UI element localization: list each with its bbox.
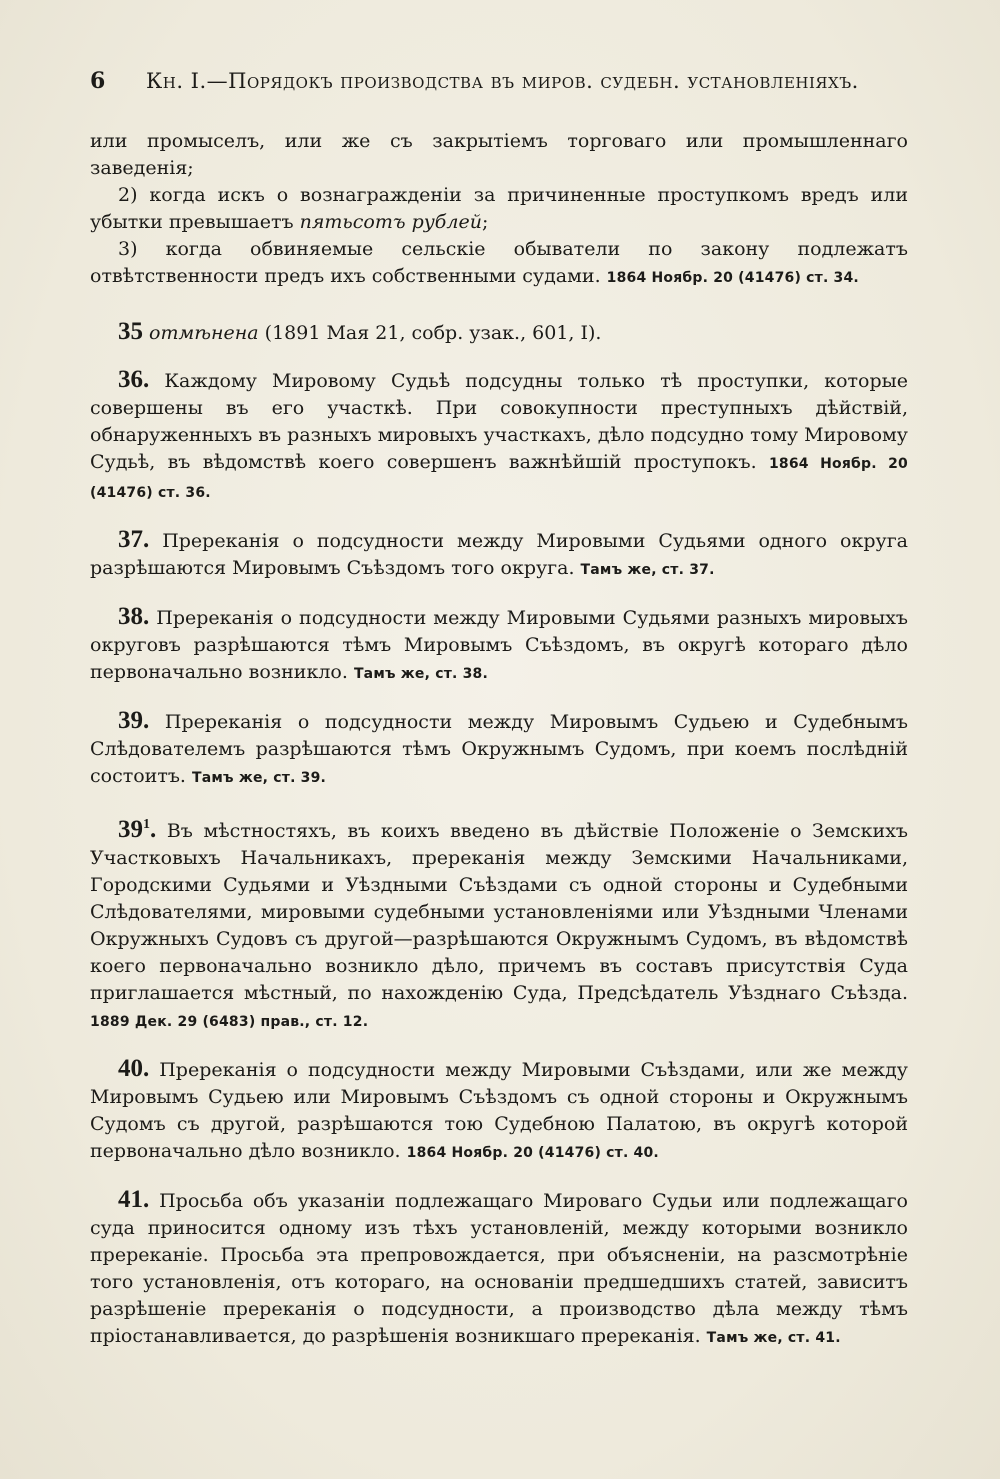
running-title: Кн. I.—Порядокъ производства въ миров. судебн. установленіяхъ. [146, 69, 859, 93]
article-text: (1891 Мая 21, собр. узак., 601, I). [258, 322, 602, 344]
article-number: 38. [118, 603, 150, 630]
article-number: 37. [118, 526, 150, 553]
article-reference: 1864 Ноябр. 20 (41476) ст. 36. [90, 456, 908, 501]
article-number [118, 816, 156, 843]
article-41 [90, 1186, 908, 1352]
page-header [90, 68, 908, 94]
article-reference: Тамъ же, ст. 41. [706, 1330, 841, 1346]
article-reference: 1889 Дек. 29 (6483) прав., ст. 12. [90, 1014, 369, 1030]
article-number: 36. [118, 366, 150, 393]
article-number: 35 [118, 318, 143, 345]
continuation-text: или промыселъ, или же съ закрытіемъ торговаго или промышленнаго заведенія; [90, 130, 908, 179]
article-number: 41. [118, 1186, 150, 1213]
article-39 [90, 707, 908, 792]
article-text: Пререканія о подсудности между Мировыми Съѣздами, или же между Мировымъ Судьею или Мировымъ Съѣздомъ съ одной стороны и Окружнымъ Судомъ съ другой, разрѣшаются тою Судебною Палатою, въ округѣ которой первоначально дѣло возникло. [90, 1059, 908, 1162]
item3-text: 3) когда обвиняемые сельскіе обыватели по закону подлежатъ отвѣтственности предъ ихъ собственными судами. [90, 238, 908, 287]
article-37 [90, 526, 908, 584]
page-number: 6 [90, 68, 106, 94]
article-text: Каждому Мировому Судьѣ подсудны только тѣ проступки, которые совершены въ его участкѣ. При совокупности преступныхъ дѣйствій, обнаруженныхъ въ разныхъ мировыхъ участкахъ, дѣло подсудно тому Мировому Судьѣ, въ вѣдомствѣ коего совершенъ важнѣйшій проступокъ. [90, 370, 908, 473]
article-number: 39. [118, 707, 150, 734]
item2-text: 2) когда искъ о вознагражденіи за причиненные проступкомъ вредъ или убытки превышаетъ [90, 184, 908, 233]
article-36 [90, 366, 908, 507]
article-reference: 1864 Ноябр. 20 (41476) ст. 40. [406, 1145, 659, 1161]
article-text: Пререканія о подсудности между Мировымъ Судьею и Судебнымъ Слѣдователемъ разрѣшаются тѣмъ Окружнымъ Судомъ, при коемъ послѣдній состоитъ. [90, 711, 908, 787]
item2-end: ; [481, 211, 489, 233]
item2-italic: пятьсотъ рублей [299, 211, 482, 233]
intro-item-3 [90, 236, 908, 292]
article-text: Пререканія о подсудности между Мировыми Судьями разныхъ мировыхъ округовъ разрѣшаются тѣмъ Мировымъ Съѣздомъ, въ округѣ котораго дѣло первоначально возникло. [90, 607, 908, 683]
article-number-main: 39 [118, 816, 143, 843]
article-39-1 [90, 811, 908, 1036]
article-reference: Тамъ же, ст. 37. [580, 562, 715, 578]
article-text: Просьба объ указаніи подлежащаго Мироваго Судьи или подлежащаго суда приносится одному изъ тѣхъ установленій, между которыми возникло пререканіе. Просьба эта препровождается, при объясненіи, на разсмотрѣніе того установленія, отъ котораго, на основаніи предшедшихъ статей, зависитъ разрѣшеніе пререканія о подсудности, а производство дѣла между тѣмъ пріостанавливается, до разрѣшенія возникшаго пререканія. [90, 1190, 908, 1347]
article-35 [90, 318, 908, 347]
intro-item-2 [90, 182, 908, 236]
article-number: 40. [118, 1055, 150, 1082]
article-text: Въ мѣстностяхъ, въ коихъ введено въ дѣйствіе Положеніе о Земскихъ Участковыхъ Начальникахъ, пререканія между Земскими Начальниками, Городскими Судьями и Уѣздными Съѣздами съ одной стороны и Судебными Слѣдователями, мировыми судебными установленіями или Уѣздными Членами Окружныхъ Судовъ съ другой—разрѣшаются Окружнымъ Судомъ, въ вѣдомствѣ коего первоначально возникло дѣло, причемъ въ составъ присутствія Суда приглашается мѣстный, по нахожденію Суда, Предсѣдатель Уѣзднаго Съѣзда. [90, 820, 908, 1004]
intro-continuation [90, 128, 908, 182]
article-number-superscript: 1 [143, 817, 150, 832]
article-italic: отмѣнена [149, 322, 259, 344]
article-number-dot: . [150, 816, 157, 843]
article-reference: Тамъ же, ст. 39. [192, 770, 327, 786]
article-40 [90, 1055, 908, 1167]
article-reference: Тамъ же, ст. 38. [353, 666, 488, 682]
item3-reference: 1864 Ноябр. 20 (41476) ст. 34. [606, 270, 859, 286]
article-38 [90, 603, 908, 688]
article-text: Пререканія о подсудности между Мировыми Судьями одного округа разрѣшаются Мировымъ Съѣздомъ того округа. [90, 530, 908, 579]
